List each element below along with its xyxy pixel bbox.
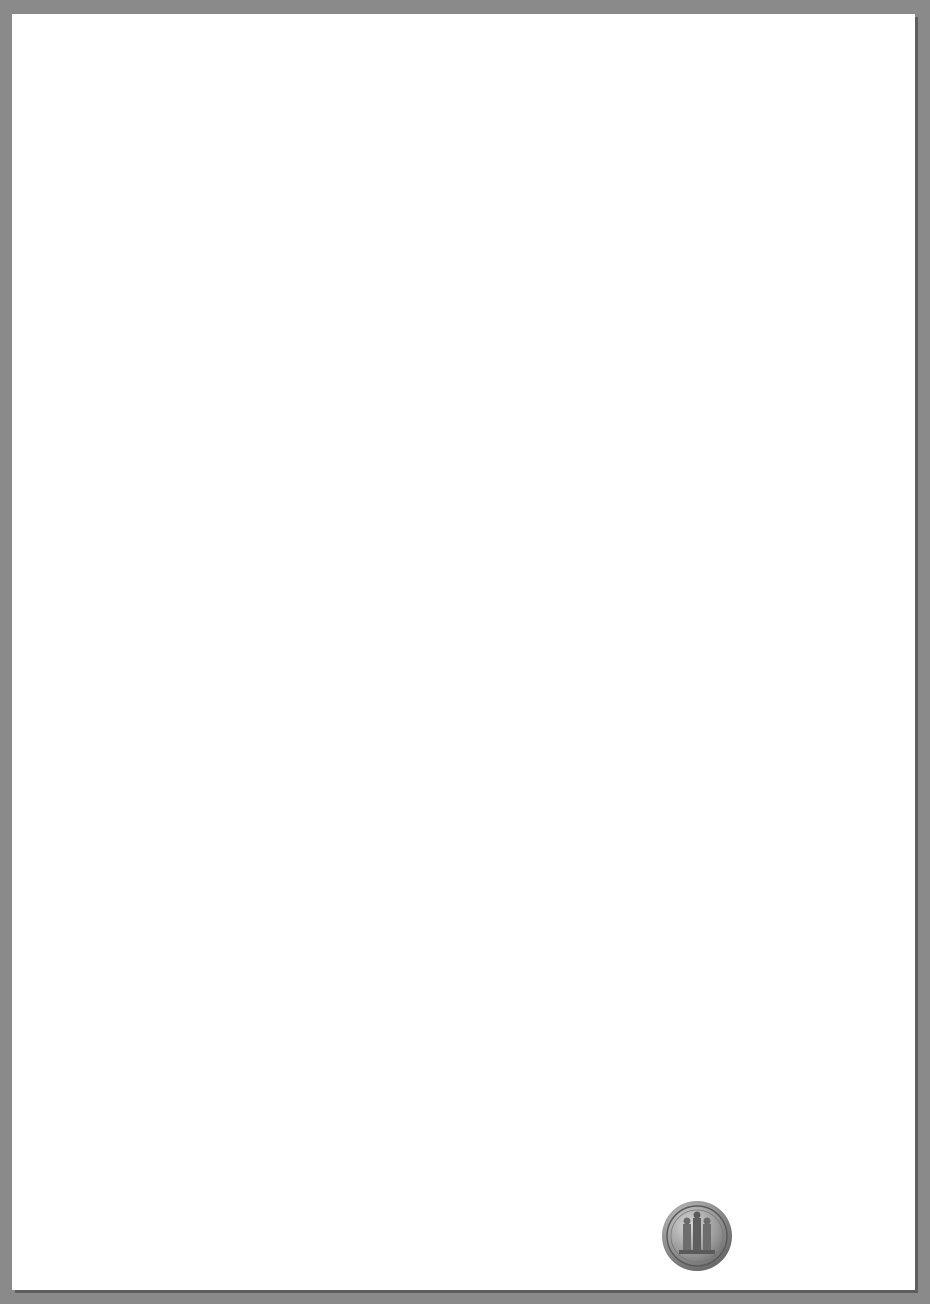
document-page <box>12 14 915 1290</box>
seal-icon <box>661 1200 733 1272</box>
